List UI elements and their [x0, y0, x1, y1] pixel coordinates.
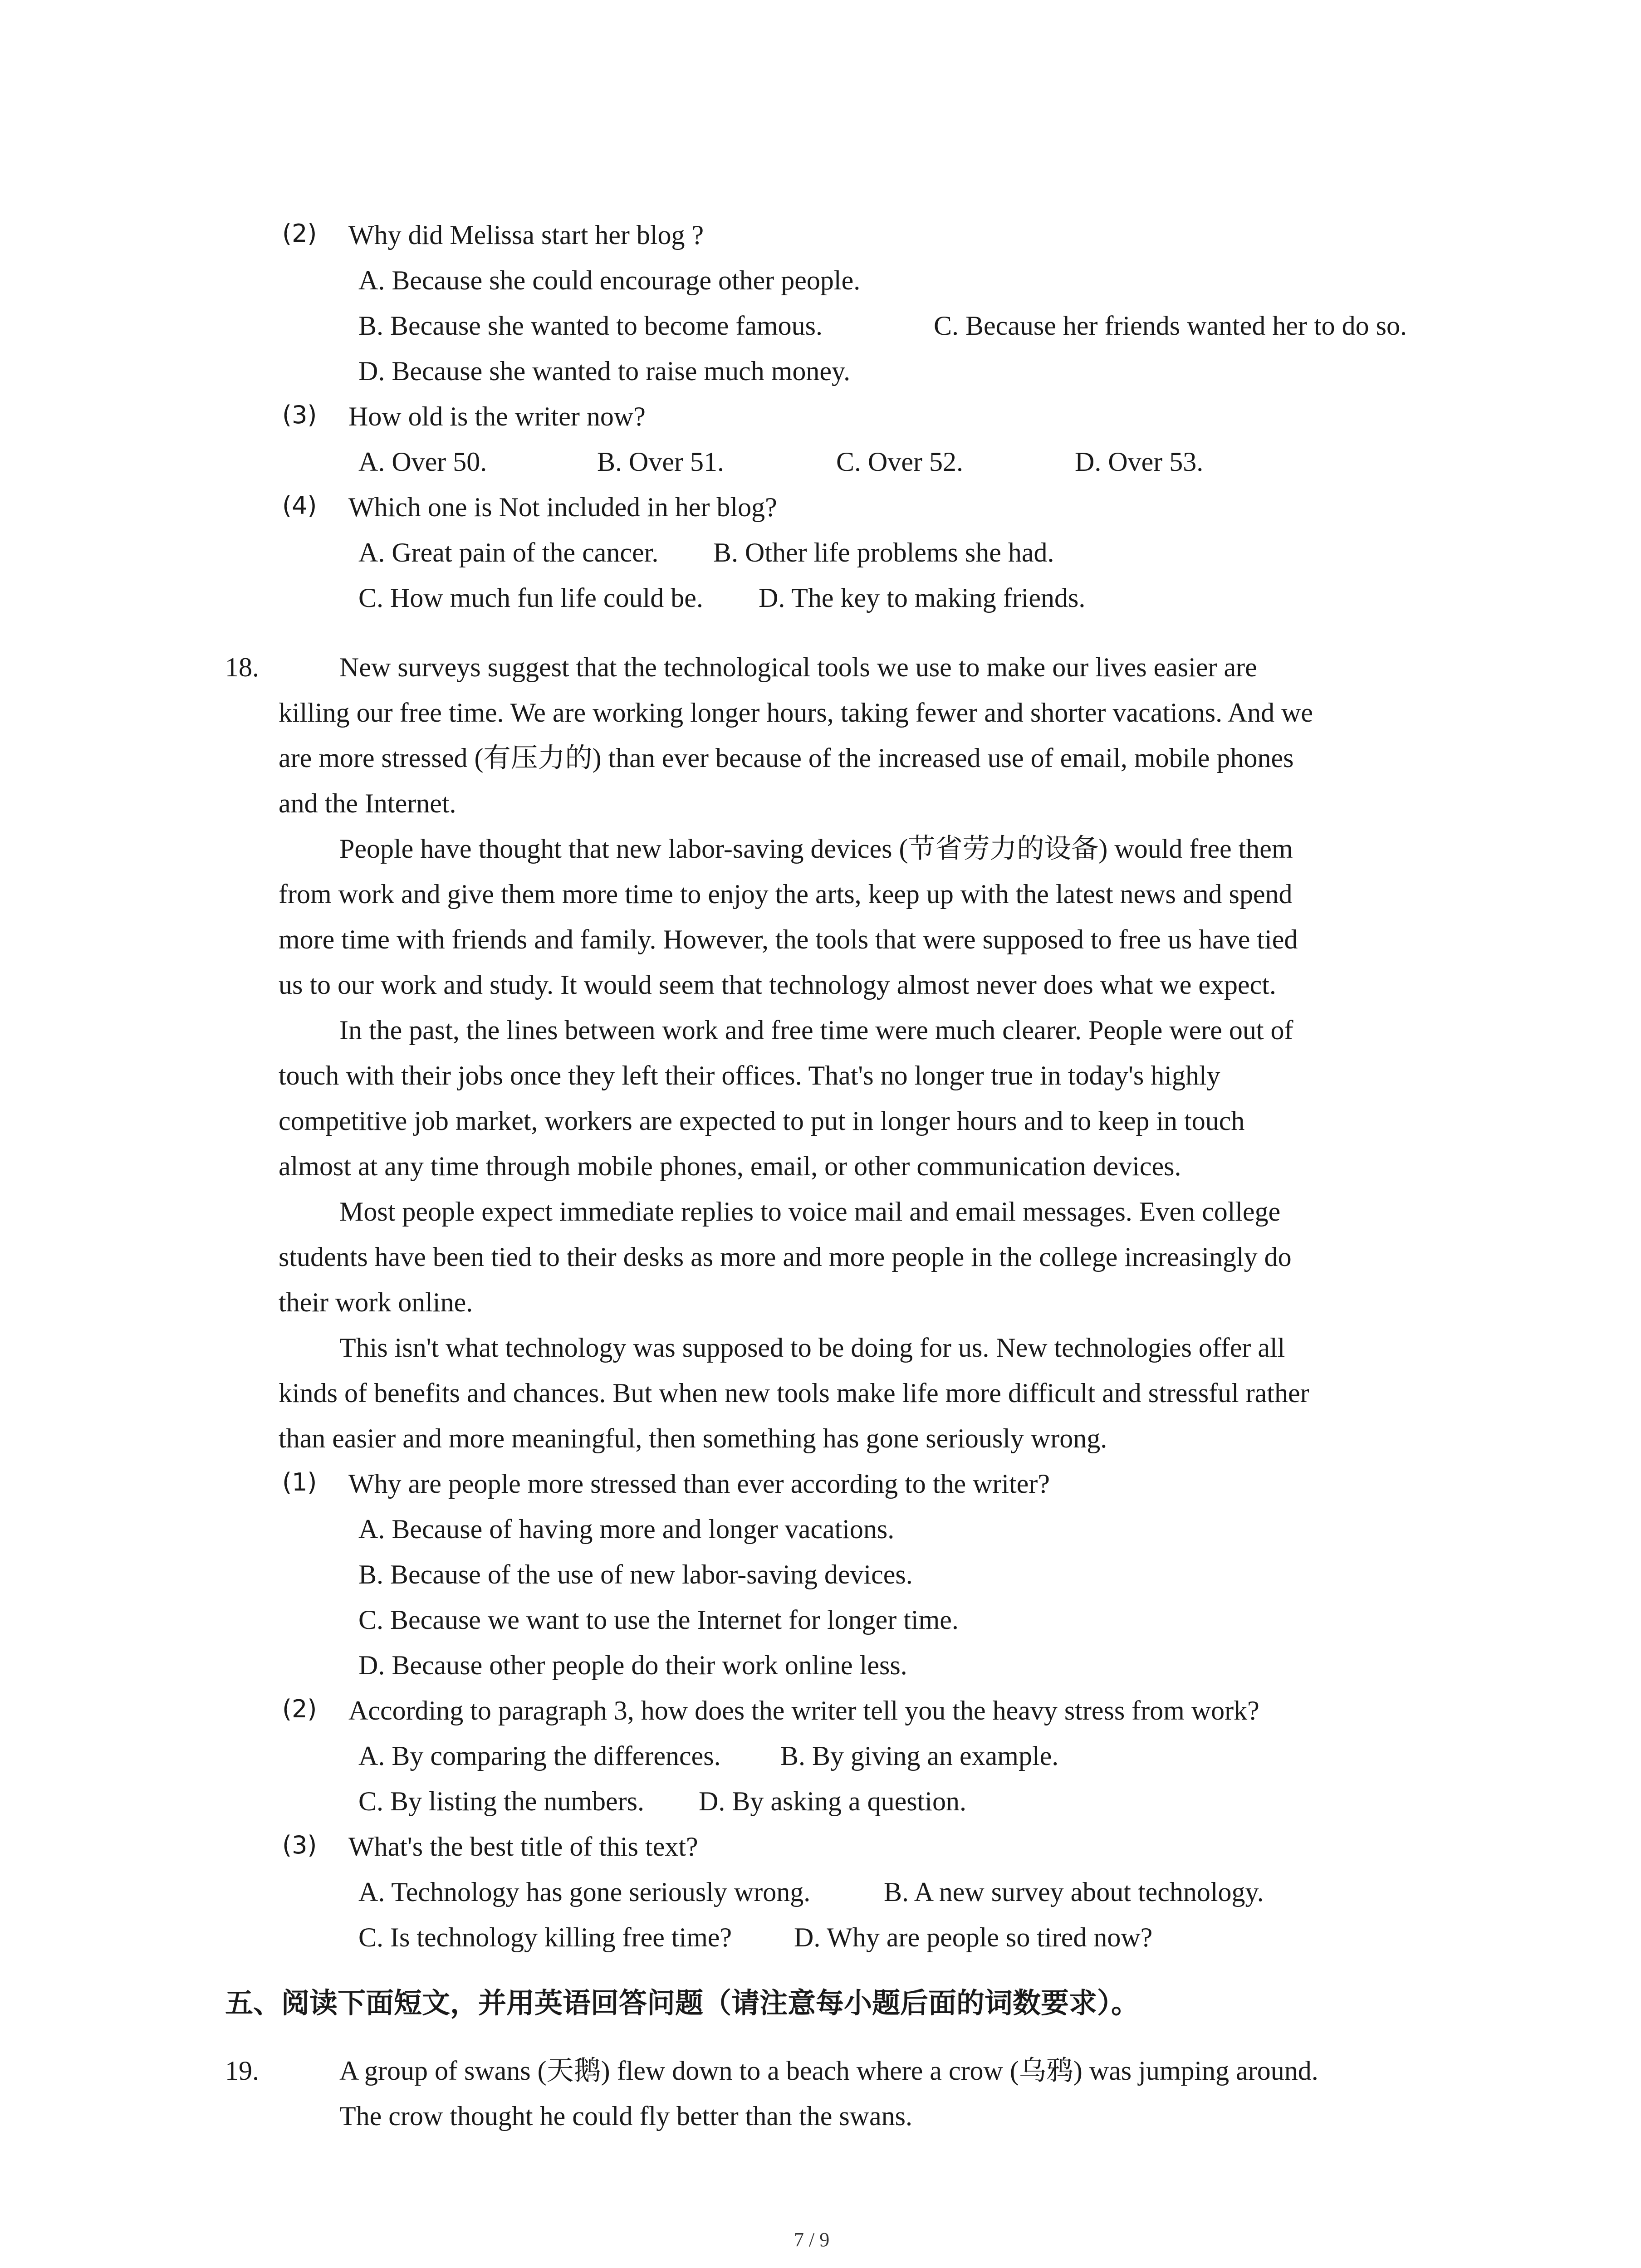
q17-sub2-option-c: C. Because her friends wanted her to do so. — [934, 311, 1407, 341]
passage-line: In the past, the lines between work and free time were much clearer. People were out of — [339, 1015, 1293, 1045]
q17-sub4-question: Which one is Not included in her blog? — [348, 492, 777, 522]
q18-sub2-option-d: D. By asking a question. — [699, 1786, 966, 1816]
q17-sub2-option-b: B. Because she wanted to become famous. — [358, 311, 823, 341]
page-number: 7 / 9 — [794, 2229, 830, 2251]
q18-sub1-option-c: C. Because we want to use the Internet for longer time. — [358, 1605, 959, 1635]
q18-number: 18. — [225, 652, 259, 682]
section-heading: 五、阅读下面短文，并用英语回答问题（请注意每小题后面的词数要求）。 — [225, 1986, 1140, 2019]
q18-sub3-number: (3) — [282, 1831, 317, 1859]
q17-sub2-question: Why did Melissa start her blog ? — [348, 220, 704, 250]
q18-sub1-option-d: D. Because other people do their work online less. — [358, 1650, 907, 1680]
q18-sub3-option-c: C. Is technology killing free time? — [358, 1922, 732, 1952]
q17-sub3-question: How old is the writer now? — [348, 401, 646, 431]
passage-line: are more stressed (有压力的) than ever because of the increased use of email, mobile phones — [279, 743, 1294, 773]
q18-sub2-option-c: C. By listing the numbers. — [358, 1786, 644, 1816]
passage-line: than easier and more meaningful, then something has gone seriously wrong. — [279, 1423, 1107, 1453]
passage-line: This isn't what technology was supposed to be doing for us. New technologies offer all — [339, 1333, 1285, 1363]
q17-sub4-number: (4) — [282, 491, 317, 520]
q19-number: 19. — [225, 2056, 259, 2086]
passage-line: their work online. — [279, 1287, 473, 1317]
q18-sub1-option-b: B. Because of the use of new labor-saving devices. — [358, 1559, 913, 1589]
q18-sub3-option-d: D. Why are people so tired now? — [794, 1922, 1153, 1952]
q18-sub2-question: According to paragraph 3, how does the writer tell you the heavy stress from work? — [348, 1696, 1259, 1725]
passage-line: and the Internet. — [279, 788, 456, 818]
q17-sub4-option-a: A. Great pain of the cancer. — [358, 538, 659, 567]
passage-line: The crow thought he could fly better than the swans. — [339, 2101, 912, 2131]
passage-line: Most people expect immediate replies to voice mail and email messages. Even college — [339, 1197, 1281, 1227]
passage-line: New surveys suggest that the technological tools we use to make our lives easier are — [339, 652, 1257, 682]
q17-sub2-number: (2) — [282, 219, 317, 248]
passage-line: touch with their jobs once they left their offices. That's no longer true in today's highly — [279, 1061, 1220, 1090]
q17-sub2-option-a: A. Because she could encourage other people. — [358, 265, 861, 295]
q17-sub3-option-a: A. Over 50. — [358, 447, 487, 477]
q18-sub2-option-b: B. By giving an example. — [780, 1741, 1059, 1771]
q18-sub1-number: (1) — [282, 1468, 317, 1496]
q18-sub3-option-b: B. A new survey about technology. — [884, 1877, 1264, 1907]
passage-line: almost at any time through mobile phones, email, or other communication devices. — [279, 1151, 1181, 1181]
q18-sub2-number: (2) — [282, 1695, 317, 1723]
passage-line: A group of swans (天鹅) flew down to a beach where a crow (乌鸦) was jumping around. — [339, 2056, 1318, 2086]
q18-sub1-option-a: A. Because of having more and longer vacations. — [358, 1514, 895, 1544]
passage-line: us to our work and study. It would seem that technology almost never does what we expect. — [279, 970, 1276, 1000]
q17-sub3-option-d: D. Over 53. — [1075, 447, 1204, 477]
q17-sub2-option-d: D. Because she wanted to raise much money. — [358, 356, 851, 386]
passage-line: students have been tied to their desks as more and more people in the college increasingly do — [279, 1242, 1292, 1272]
q18-sub3-question: What's the best title of this text? — [348, 1832, 698, 1862]
passage-line: competitive job market, workers are expected to put in longer hours and to keep in touch — [279, 1106, 1245, 1136]
passage-line: killing our free time. We are working longer hours, taking fewer and shorter vacations. And we — [279, 698, 1313, 728]
passage-line: more time with friends and family. However, the tools that were supposed to free us have tied — [279, 924, 1298, 954]
passage-line: People have thought that new labor-saving devices (节省劳力的设备) would free them — [339, 834, 1293, 864]
q17-sub4-option-c: C. How much fun life could be. — [358, 583, 703, 613]
q17-sub3-option-c: C. Over 52. — [836, 447, 963, 477]
q17-sub3-option-b: B. Over 51. — [597, 447, 724, 477]
q18-sub1-question: Why are people more stressed than ever according to the writer? — [348, 1469, 1050, 1499]
q17-sub4-option-b: B. Other life problems she had. — [713, 538, 1054, 567]
q18-sub3-option-a: A. Technology has gone seriously wrong. — [358, 1877, 811, 1907]
q17-sub3-number: (3) — [282, 401, 317, 429]
passage-line: from work and give them more time to enjoy the arts, keep up with the latest news and spend — [279, 879, 1293, 909]
q18-sub2-option-a: A. By comparing the differences. — [358, 1741, 721, 1771]
q17-sub4-option-d: D. The key to making friends. — [759, 583, 1086, 613]
passage-line: kinds of benefits and chances. But when new tools make life more difficult and stressful rather — [279, 1378, 1309, 1408]
